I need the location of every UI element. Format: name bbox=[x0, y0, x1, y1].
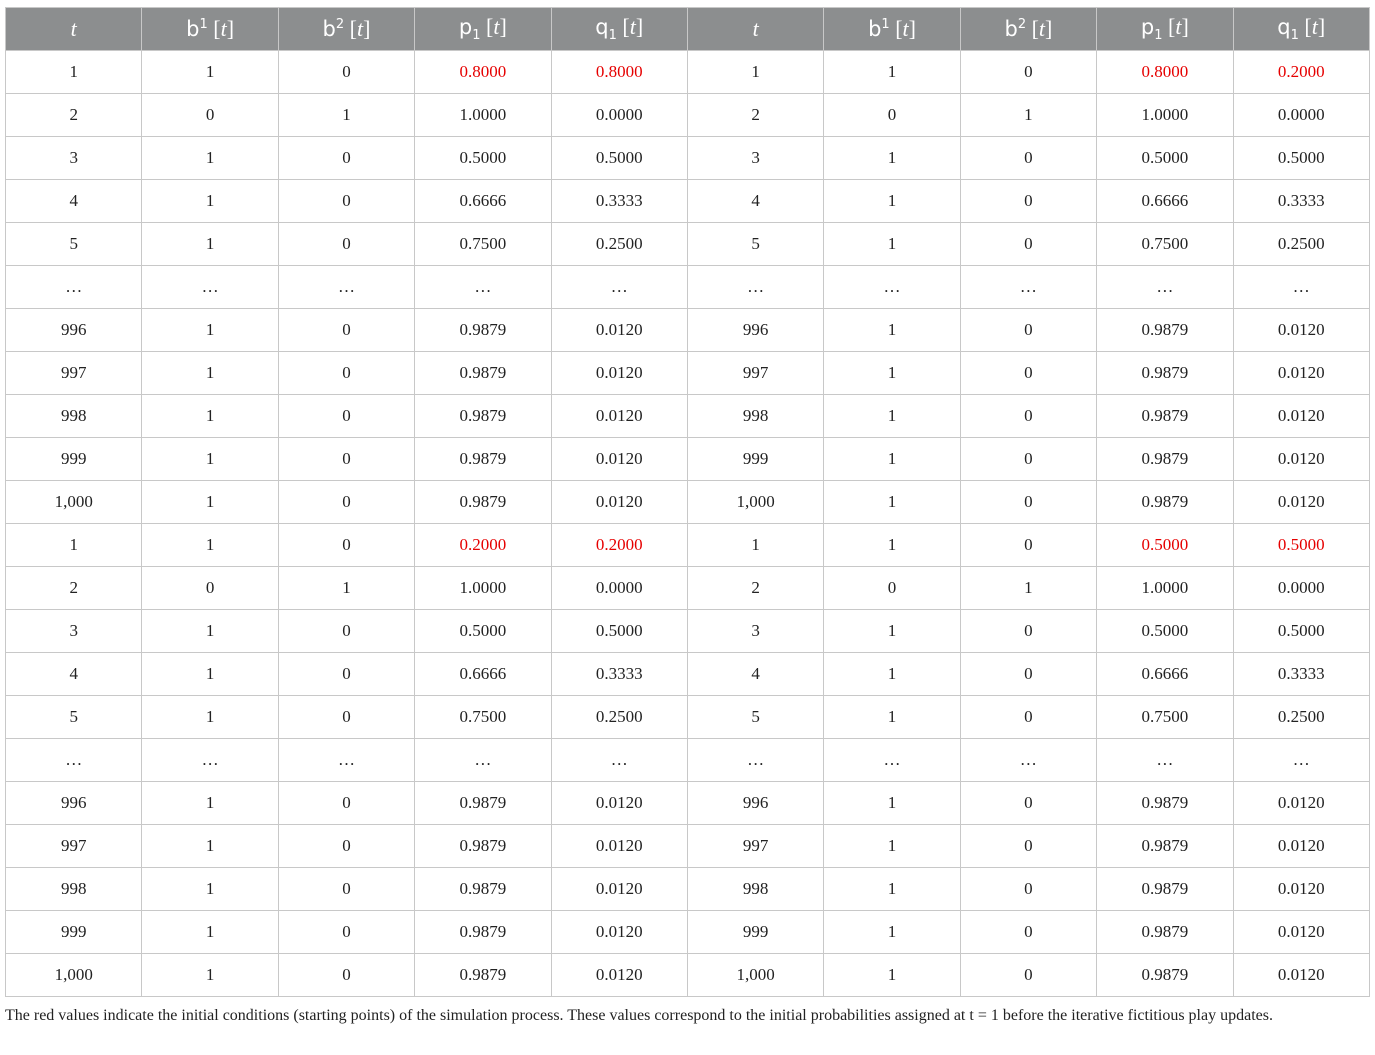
table-cell: 0.0120 bbox=[1233, 395, 1369, 438]
table-cell: 1.0000 bbox=[415, 567, 551, 610]
table-cell: 0.3333 bbox=[551, 653, 687, 696]
table-cell: 1 bbox=[824, 911, 960, 954]
table-cell: 1 bbox=[142, 309, 278, 352]
table-row bbox=[6, 524, 1370, 567]
table-cell: 0.6666 bbox=[415, 180, 551, 223]
table-cell: … bbox=[278, 266, 414, 309]
table-cell: 5 bbox=[687, 223, 823, 266]
header-script: 1 bbox=[199, 17, 208, 32]
table-cell: 0.9879 bbox=[1097, 825, 1233, 868]
table-cell: 0 bbox=[278, 524, 414, 567]
column-header: $p_1$ [t] bbox=[1097, 8, 1233, 51]
simulation-table bbox=[5, 7, 1370, 997]
header-argument: t bbox=[356, 16, 364, 41]
table-cell: 1 bbox=[142, 223, 278, 266]
table-row bbox=[6, 180, 1370, 223]
table-cell: 0.5000 bbox=[1233, 137, 1369, 180]
table-cell: 1,000 bbox=[687, 954, 823, 997]
table-cell: 0.9879 bbox=[415, 481, 551, 524]
table-cell: 0.2500 bbox=[1233, 696, 1369, 739]
header-symbol: p bbox=[458, 15, 473, 40]
table-cell: 4 bbox=[687, 180, 823, 223]
table-cell: 0 bbox=[960, 825, 1096, 868]
table-cell: 0.9879 bbox=[1097, 868, 1233, 911]
table-cell: 0 bbox=[278, 309, 414, 352]
table-cell: 1 bbox=[824, 610, 960, 653]
header-script: 2 bbox=[335, 17, 345, 32]
table-cell: 0.0000 bbox=[1233, 567, 1369, 610]
table-cell: 1 bbox=[142, 438, 278, 481]
table-cell: 0 bbox=[142, 94, 278, 137]
table-cell: 1 bbox=[142, 395, 278, 438]
header-argument: t bbox=[1175, 14, 1182, 40]
table-cell: 1 bbox=[142, 825, 278, 868]
table-cell: 1 bbox=[142, 653, 278, 696]
column-header: $b^1$ [t] bbox=[824, 8, 960, 51]
table-cell: 1 bbox=[142, 180, 278, 223]
table-cell: … bbox=[415, 739, 551, 782]
header-script: 1 bbox=[472, 28, 481, 44]
table-cell: 0.9879 bbox=[1097, 911, 1233, 954]
table-cell: 0.9879 bbox=[415, 352, 551, 395]
table-cell: 0.5000 bbox=[1097, 524, 1233, 567]
table-row bbox=[6, 481, 1370, 524]
table-row bbox=[6, 567, 1370, 610]
table-cell: 0 bbox=[278, 352, 414, 395]
table-cell: 0.0120 bbox=[551, 309, 687, 352]
table-cell: 0.9879 bbox=[1097, 309, 1233, 352]
table-cell: 1 bbox=[824, 653, 960, 696]
table-row bbox=[6, 653, 1370, 696]
table-cell: 1 bbox=[824, 309, 960, 352]
table-cell: … bbox=[960, 266, 1096, 309]
table-cell: 0 bbox=[278, 825, 414, 868]
table-cell: 0 bbox=[960, 954, 1096, 997]
table-cell: 5 bbox=[6, 696, 142, 739]
column-header: $p_1$ [t] bbox=[415, 8, 551, 51]
table-row bbox=[6, 868, 1370, 911]
table-cell: 999 bbox=[6, 438, 142, 481]
table-cell: 1 bbox=[824, 782, 960, 825]
table-cell: 4 bbox=[6, 180, 142, 223]
table-cell: 1 bbox=[824, 825, 960, 868]
table-row bbox=[6, 223, 1370, 266]
table-cell: 0.6666 bbox=[1097, 653, 1233, 696]
table-cell: 0.2000 bbox=[551, 524, 687, 567]
table-cell: 1 bbox=[142, 352, 278, 395]
column-header bbox=[687, 8, 823, 51]
table-cell: 0 bbox=[278, 137, 414, 180]
table-cell: 996 bbox=[6, 309, 142, 352]
header-script: 1 bbox=[608, 28, 617, 44]
table-cell: 999 bbox=[687, 911, 823, 954]
table-cell: 0.8000 bbox=[1097, 51, 1233, 94]
table-cell: 0 bbox=[960, 395, 1096, 438]
table-cell: 0.9879 bbox=[1097, 395, 1233, 438]
table-cell: 0.0120 bbox=[1233, 438, 1369, 481]
header-argument: t bbox=[1038, 16, 1046, 41]
table-cell: 999 bbox=[6, 911, 142, 954]
table-cell: … bbox=[6, 266, 142, 309]
table-cell: 0.0000 bbox=[551, 567, 687, 610]
table-cell: 997 bbox=[687, 825, 823, 868]
table-cell: 0 bbox=[278, 868, 414, 911]
table-cell: 0.7500 bbox=[1097, 223, 1233, 266]
table-cell: 0.2500 bbox=[1233, 223, 1369, 266]
table-cell: 0.9879 bbox=[1097, 782, 1233, 825]
table-cell: 1 bbox=[687, 51, 823, 94]
table-cell: 0.0000 bbox=[551, 94, 687, 137]
table-cell: … bbox=[551, 266, 687, 309]
table-row bbox=[6, 825, 1370, 868]
table-row bbox=[6, 266, 1370, 309]
table-cell: 1 bbox=[824, 180, 960, 223]
table-cell: 1 bbox=[142, 481, 278, 524]
table-row bbox=[6, 51, 1370, 94]
header-symbol: b bbox=[1004, 17, 1018, 41]
table-cell: 0 bbox=[278, 782, 414, 825]
header-argument: t bbox=[902, 16, 909, 41]
column-header: $b^2$ [t] bbox=[960, 8, 1096, 51]
table-cell: 0 bbox=[960, 524, 1096, 567]
header-argument: t bbox=[629, 14, 636, 40]
table-cell: 1 bbox=[142, 782, 278, 825]
table-cell: 1 bbox=[142, 911, 278, 954]
table-cell: 0 bbox=[278, 223, 414, 266]
table-cell: 0.9879 bbox=[415, 309, 551, 352]
table-cell: 0.6666 bbox=[1097, 180, 1233, 223]
header-script: 1 bbox=[1290, 28, 1299, 44]
table-cell: 5 bbox=[687, 696, 823, 739]
header-argument: t bbox=[70, 16, 77, 41]
table-cell: 0.5000 bbox=[415, 610, 551, 653]
table-cell: 0 bbox=[824, 567, 960, 610]
table-cell: 997 bbox=[6, 352, 142, 395]
table-cell: 1 bbox=[824, 524, 960, 567]
table-cell: 0 bbox=[960, 180, 1096, 223]
header-script: 2 bbox=[1017, 17, 1027, 32]
table-cell: 2 bbox=[6, 567, 142, 610]
table-cell: … bbox=[824, 266, 960, 309]
header-argument: t bbox=[493, 14, 500, 40]
table-cell: 0 bbox=[960, 481, 1096, 524]
table-cell: 0.0120 bbox=[551, 352, 687, 395]
table-cell: 0.8000 bbox=[415, 51, 551, 94]
table-cell: 0 bbox=[278, 481, 414, 524]
table-cell: 3 bbox=[6, 610, 142, 653]
table-row bbox=[6, 309, 1370, 352]
header-script: 1 bbox=[1154, 28, 1163, 44]
table-cell: 1 bbox=[824, 137, 960, 180]
table-row bbox=[6, 438, 1370, 481]
header-argument: t bbox=[752, 16, 759, 41]
table-cell: 4 bbox=[687, 653, 823, 696]
table-cell: 1 bbox=[824, 438, 960, 481]
table-cell: 0.2500 bbox=[551, 696, 687, 739]
table-cell: 2 bbox=[687, 94, 823, 137]
table-cell: 0 bbox=[142, 567, 278, 610]
table-cell: 0.9879 bbox=[415, 782, 551, 825]
table-cell: 0.5000 bbox=[1233, 524, 1369, 567]
table-cell: 4 bbox=[6, 653, 142, 696]
table-cell: 0.5000 bbox=[1097, 137, 1233, 180]
table-cell: 2 bbox=[687, 567, 823, 610]
table-cell: 0 bbox=[960, 782, 1096, 825]
table-cell: 0.0120 bbox=[1233, 352, 1369, 395]
table-cell: 1 bbox=[142, 524, 278, 567]
header-script: 1 bbox=[881, 17, 890, 32]
table-cell: … bbox=[687, 266, 823, 309]
table-row bbox=[6, 94, 1370, 137]
table-cell: 0.0120 bbox=[551, 395, 687, 438]
table-cell: 0.0120 bbox=[551, 825, 687, 868]
table-cell: 0.0120 bbox=[551, 868, 687, 911]
table-cell: 1 bbox=[960, 94, 1096, 137]
table-cell: 0 bbox=[960, 911, 1096, 954]
table-cell: 5 bbox=[6, 223, 142, 266]
table-cell: 0 bbox=[960, 137, 1096, 180]
table-cell: 0.0120 bbox=[1233, 911, 1369, 954]
table-cell: 1 bbox=[6, 51, 142, 94]
table-cell: 1 bbox=[142, 696, 278, 739]
column-header bbox=[6, 8, 142, 51]
table-cell: 1 bbox=[6, 524, 142, 567]
table-row bbox=[6, 782, 1370, 825]
table-row bbox=[6, 954, 1370, 997]
header-symbol: q bbox=[1277, 15, 1291, 40]
table-cell: 0.5000 bbox=[415, 137, 551, 180]
table-cell: 0.0120 bbox=[1233, 481, 1369, 524]
header-symbol: b bbox=[322, 17, 336, 41]
table-cell: 1.0000 bbox=[1097, 94, 1233, 137]
column-header: $b^1$ [t] bbox=[142, 8, 278, 51]
table-cell: 0 bbox=[960, 653, 1096, 696]
table-cell: 1,000 bbox=[6, 954, 142, 997]
table-cell: … bbox=[142, 266, 278, 309]
table-cell: 1 bbox=[824, 395, 960, 438]
table-row bbox=[6, 137, 1370, 180]
table-cell: 2 bbox=[6, 94, 142, 137]
table-cell: … bbox=[824, 739, 960, 782]
table-cell: 0.0120 bbox=[1233, 782, 1369, 825]
table-cell: 0 bbox=[960, 223, 1096, 266]
table-cell: 0 bbox=[824, 94, 960, 137]
table-cell: 1 bbox=[824, 954, 960, 997]
table-cell: 1 bbox=[824, 223, 960, 266]
table-cell: … bbox=[142, 739, 278, 782]
table-cell: 0.3333 bbox=[551, 180, 687, 223]
table-cell: 0 bbox=[960, 438, 1096, 481]
table-cell: 0.5000 bbox=[1097, 610, 1233, 653]
table-cell: 1 bbox=[142, 868, 278, 911]
table-cell: 998 bbox=[6, 395, 142, 438]
table-cell: 996 bbox=[687, 309, 823, 352]
header-argument: t bbox=[220, 16, 227, 41]
table-row bbox=[6, 610, 1370, 653]
column-header: $b^2$ [t] bbox=[278, 8, 414, 51]
header-symbol: q bbox=[595, 15, 609, 40]
table-cell: 997 bbox=[687, 352, 823, 395]
table-cell: … bbox=[1097, 266, 1233, 309]
table-cell: 0.9879 bbox=[415, 825, 551, 868]
table-cell: 0.9879 bbox=[1097, 481, 1233, 524]
table-cell: 0 bbox=[960, 51, 1096, 94]
table-cell: 996 bbox=[687, 782, 823, 825]
table-cell: 0.6666 bbox=[415, 653, 551, 696]
table-cell: 1 bbox=[142, 610, 278, 653]
table-cell: 0.0120 bbox=[1233, 309, 1369, 352]
table-cell: 1 bbox=[824, 51, 960, 94]
table-cell: 1,000 bbox=[6, 481, 142, 524]
table-cell: 0.7500 bbox=[415, 223, 551, 266]
column-header: $q_1$ [t] bbox=[551, 8, 687, 51]
table-cell: 0.2000 bbox=[415, 524, 551, 567]
table-cell: … bbox=[551, 739, 687, 782]
table-cell: 0.9879 bbox=[415, 395, 551, 438]
table-cell: 0.0120 bbox=[551, 911, 687, 954]
table-cell: 1 bbox=[960, 567, 1096, 610]
table-row bbox=[6, 395, 1370, 438]
table-cell: 998 bbox=[687, 868, 823, 911]
table-cell: 0.3333 bbox=[1233, 180, 1369, 223]
table-body bbox=[6, 51, 1370, 997]
table-row bbox=[6, 911, 1370, 954]
table-cell: 0 bbox=[278, 911, 414, 954]
table-cell: 0.0120 bbox=[1233, 825, 1369, 868]
table-cell: 0.9879 bbox=[415, 911, 551, 954]
table-cell: … bbox=[6, 739, 142, 782]
table-cell: 0 bbox=[278, 610, 414, 653]
table-cell: 998 bbox=[687, 395, 823, 438]
table-cell: 0.9879 bbox=[1097, 438, 1233, 481]
table-cell: 996 bbox=[6, 782, 142, 825]
table-cell: 1 bbox=[687, 524, 823, 567]
table-cell: 0.3333 bbox=[1233, 653, 1369, 696]
table-cell: 0 bbox=[278, 51, 414, 94]
table-cell: 0.9879 bbox=[415, 438, 551, 481]
table-cell: … bbox=[278, 739, 414, 782]
table-cell: … bbox=[415, 266, 551, 309]
table-cell: 0.5000 bbox=[551, 610, 687, 653]
table-cell: 0.8000 bbox=[551, 51, 687, 94]
table-cell: 0.0120 bbox=[1233, 868, 1369, 911]
table-footnote: The red values indicate the initial conditions (starting points) of the simulation process. These values correspond to the initial probabilities assigned at t = 1 before the iterative fictitious play updates. bbox=[5, 1007, 1273, 1024]
table-cell: 1 bbox=[142, 954, 278, 997]
table-cell: 0 bbox=[278, 954, 414, 997]
table-cell: 0.0120 bbox=[551, 954, 687, 997]
table-cell: 0.2500 bbox=[551, 223, 687, 266]
table-cell: 999 bbox=[687, 438, 823, 481]
column-header: $q_1$ [t] bbox=[1233, 8, 1369, 51]
table-cell: 0.2000 bbox=[1233, 51, 1369, 94]
table-cell: … bbox=[1097, 739, 1233, 782]
table-cell: 0.0120 bbox=[551, 782, 687, 825]
table-cell: 0 bbox=[960, 696, 1096, 739]
table-cell: 0.0120 bbox=[1233, 954, 1369, 997]
table-header bbox=[6, 8, 1370, 51]
table-cell: 1 bbox=[824, 868, 960, 911]
table-cell: 0.9879 bbox=[415, 954, 551, 997]
table-cell: 0.9879 bbox=[1097, 352, 1233, 395]
table-cell: 1 bbox=[278, 94, 414, 137]
table-cell: 0 bbox=[278, 438, 414, 481]
table-cell: 3 bbox=[687, 610, 823, 653]
table-cell: 0.5000 bbox=[551, 137, 687, 180]
table-row bbox=[6, 696, 1370, 739]
table-cell: 0.0000 bbox=[1233, 94, 1369, 137]
table-cell: 1 bbox=[824, 352, 960, 395]
table-cell: 1.0000 bbox=[1097, 567, 1233, 610]
table-cell: … bbox=[960, 739, 1096, 782]
table-cell: 0 bbox=[960, 868, 1096, 911]
table-cell: 0 bbox=[960, 309, 1096, 352]
header-symbol: b bbox=[868, 17, 882, 41]
table-cell: … bbox=[687, 739, 823, 782]
table-cell: 0 bbox=[960, 610, 1096, 653]
table-cell: 0 bbox=[278, 180, 414, 223]
table-cell: 3 bbox=[687, 137, 823, 180]
table-cell: 0.5000 bbox=[1233, 610, 1369, 653]
table-cell: 0.7500 bbox=[415, 696, 551, 739]
table-cell: 3 bbox=[6, 137, 142, 180]
table-cell: … bbox=[1233, 739, 1369, 782]
table-cell: 997 bbox=[6, 825, 142, 868]
table-cell: 0.9879 bbox=[415, 868, 551, 911]
table-cell: 0 bbox=[278, 696, 414, 739]
table-cell: 1 bbox=[278, 567, 414, 610]
table-cell: 0 bbox=[960, 352, 1096, 395]
table-cell: 0 bbox=[278, 653, 414, 696]
table-cell: 0.7500 bbox=[1097, 696, 1233, 739]
header-argument: t bbox=[1311, 14, 1318, 40]
table-cell: 0 bbox=[278, 395, 414, 438]
table-cell: 1 bbox=[142, 137, 278, 180]
table-cell: 1.0000 bbox=[415, 94, 551, 137]
table-cell: 1 bbox=[142, 51, 278, 94]
table-container bbox=[5, 7, 1370, 997]
table-row bbox=[6, 352, 1370, 395]
table-cell: 1,000 bbox=[687, 481, 823, 524]
header-row bbox=[6, 8, 1370, 51]
table-cell: 1 bbox=[824, 696, 960, 739]
table-cell: 0.0120 bbox=[551, 481, 687, 524]
table-cell: 1 bbox=[824, 481, 960, 524]
table-row bbox=[6, 739, 1370, 782]
table-cell: 0.0120 bbox=[551, 438, 687, 481]
table-cell: … bbox=[1233, 266, 1369, 309]
header-symbol: p bbox=[1140, 15, 1155, 40]
table-cell: 998 bbox=[6, 868, 142, 911]
header-symbol: b bbox=[186, 17, 200, 41]
table-cell: 0.9879 bbox=[1097, 954, 1233, 997]
